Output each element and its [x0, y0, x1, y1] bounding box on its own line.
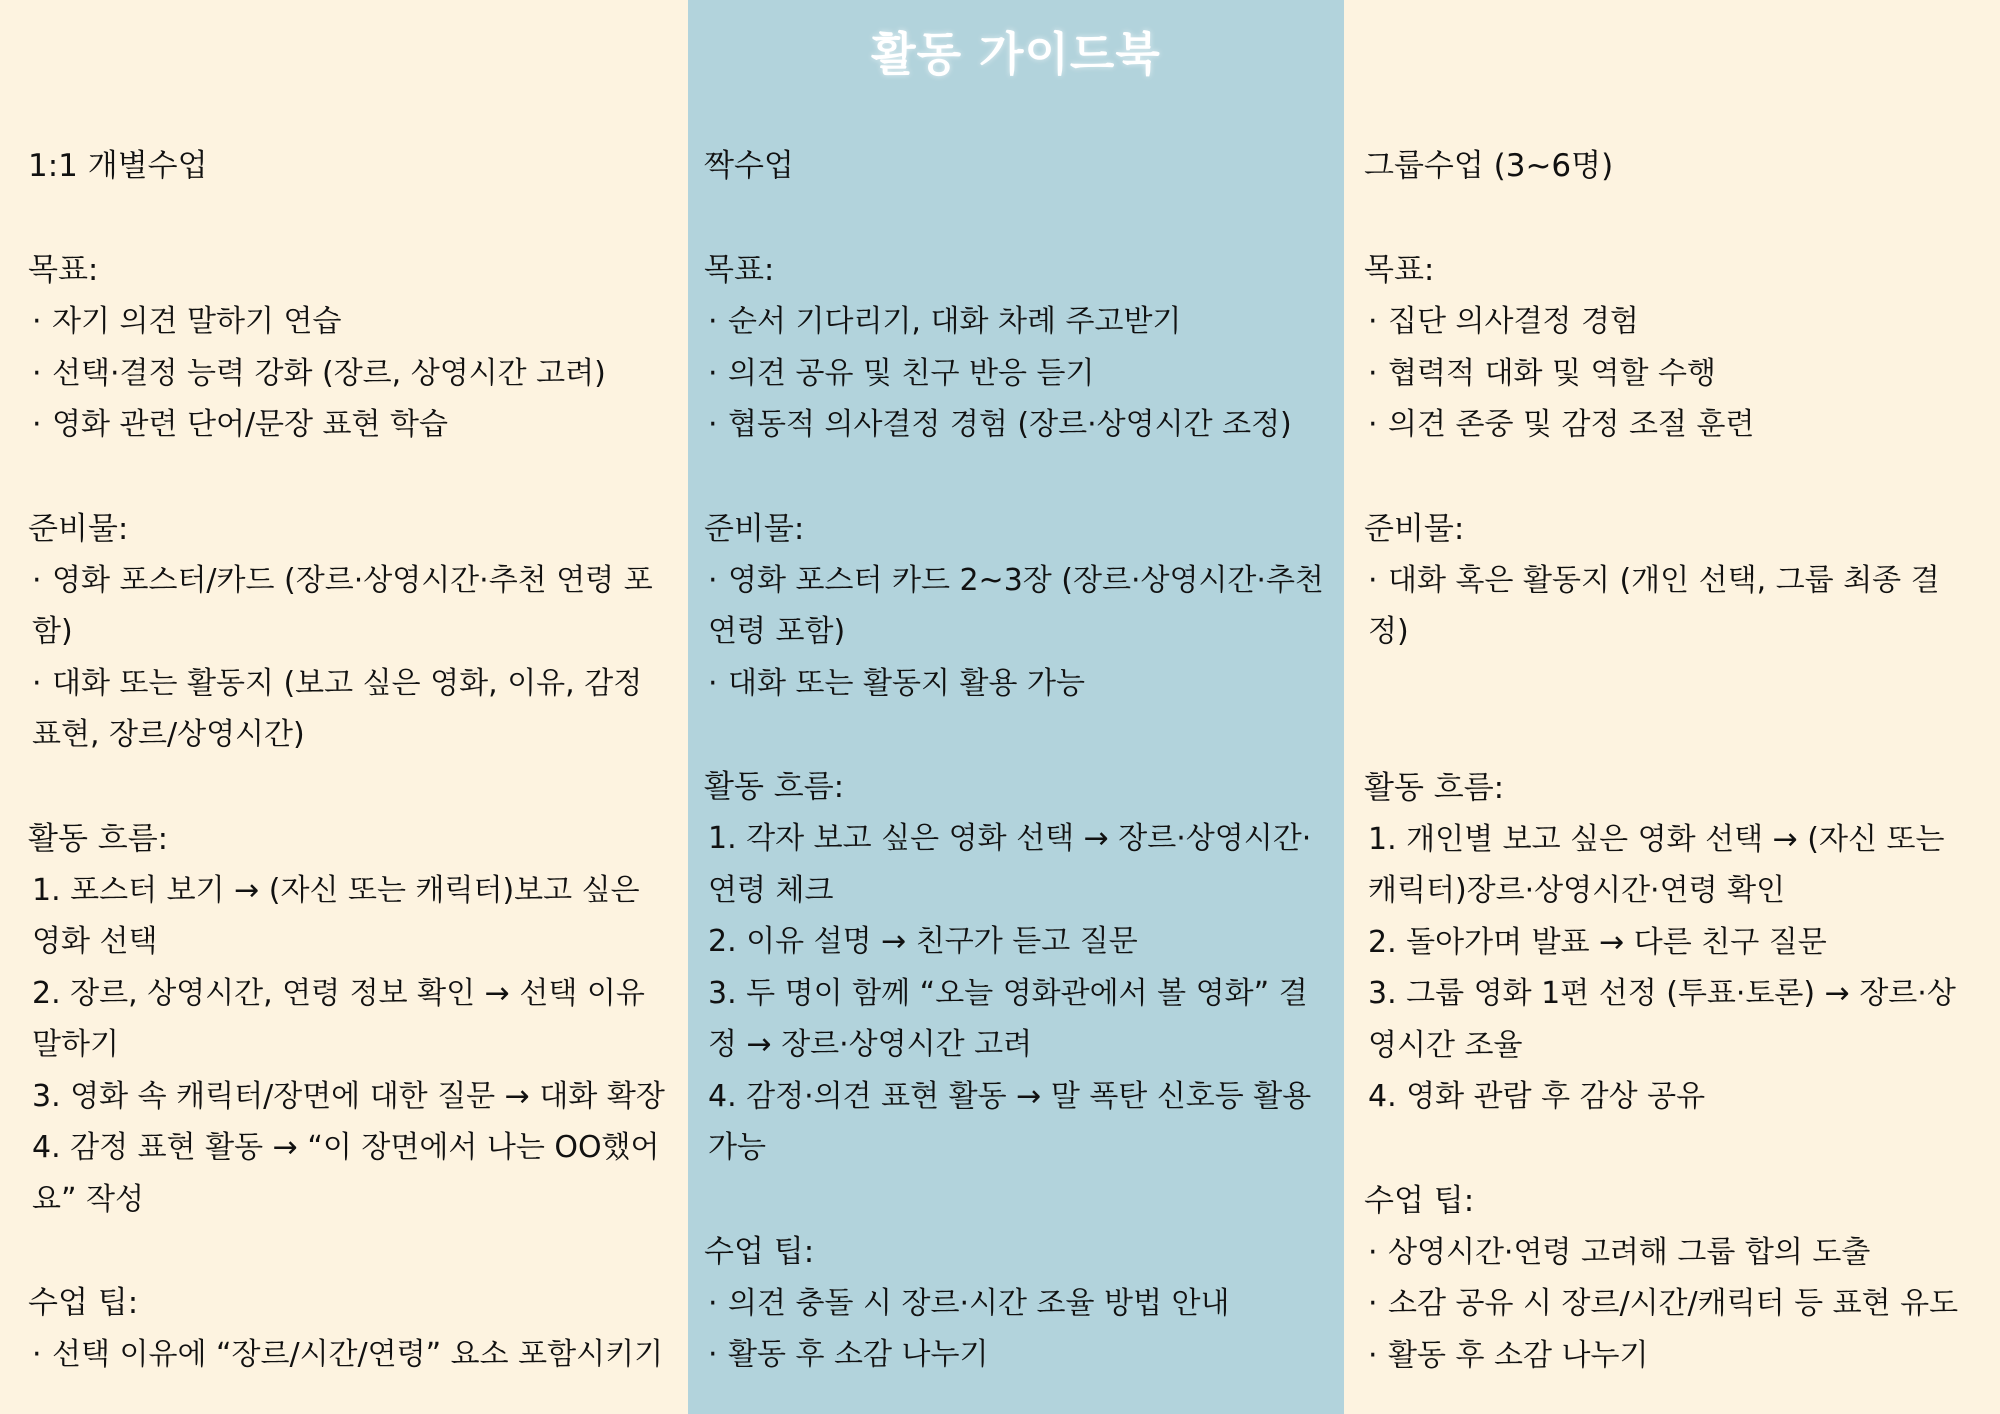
material-item: · 대화 또는 활동지 활용 가능 [708, 665, 1085, 701]
page-title: 활동 가이드북 [871, 27, 1161, 81]
tip-text: 의견 충돌 시 장르·시간 조율 방법 안내 [728, 1285, 1230, 1321]
tip-item: · 활동 후 소감 나누기 [708, 1337, 989, 1372]
flow-step: 2. 장르, 상영시간, 연령 정보 확인 → 선택 이유 말하기 [32, 975, 645, 1062]
goal-text: 의견 공유 및 친구 반응 듣기 [728, 355, 1095, 391]
flow-label: 활동 흐름: [1364, 769, 1505, 806]
tip-text: 활동 후 소감 나누기 [728, 1337, 989, 1372]
tips-label: 수업 팁: [1364, 1182, 1475, 1219]
tips-label: 수업 팁: [28, 1285, 139, 1321]
materials-label: 준비물: [1364, 510, 1465, 547]
flow-step: 4. 영화 관람 후 감상 공유 [1368, 1079, 1706, 1114]
goal-text: 집단 의사결정 경험 [1388, 304, 1639, 339]
tip-text: 소감 공유 시 장르/시간/캐릭터 등 표현 유도 [1388, 1286, 1959, 1321]
flow-step: 3. 두 명이 함께 “오늘 영화관에서 볼 영화” 결정 → 장르·상영시간 고려 [708, 975, 1308, 1062]
material-text: 대화 혹은 활동지 (개인 선택, 그룹 최종 결정) [1368, 562, 1940, 649]
material-text: 대화 또는 활동지 (보고 싶은 영화, 이유, 감정 표현, 장르/상영시간) [32, 665, 643, 752]
goal-text: 의견 존중 및 감정 조절 훈련 [1388, 407, 1755, 442]
goal-item: · 집단 의사결정 경험 [1368, 304, 1639, 339]
tip-item: · 소감 공유 시 장르/시간/캐릭터 등 표현 유도 [1368, 1286, 1959, 1321]
column-pair [688, 0, 1344, 1414]
materials-label: 준비물: [28, 510, 129, 547]
goal-item: · 협력적 대화 및 역할 수행 [1368, 355, 1716, 391]
goal-item: · 자기 의견 말하기 연습 [32, 304, 342, 339]
flow-step: 1. 각자 보고 싶은 영화 선택 → 장르·상영시간·연령 체크 [708, 821, 1312, 908]
column-heading: 짝수업 [704, 148, 794, 184]
flow-step: 3. 그룹 영화 1편 선정 (투표·토론) → 장르·상영시간 조율 [1368, 976, 1956, 1063]
goals-label: 목표: [704, 252, 775, 288]
flow-step: 1. 포스터 보기 → (자신 또는 캐릭터)보고 싶은 영화 선택 [32, 872, 640, 959]
goal-item: · 협동적 의사결정 경험 (장르·상영시간 조정) [708, 407, 1292, 442]
goals-label: 목표: [28, 252, 99, 288]
goal-item: · 의견 존중 및 감정 조절 훈련 [1368, 407, 1755, 442]
goal-text: 자기 의견 말하기 연습 [52, 304, 342, 339]
column-heading: 그룹수업 (3~6명) [1364, 148, 1614, 184]
goal-text: 순서 기다리기, 대화 차례 주고받기 [728, 304, 1182, 339]
goal-text: 협력적 대화 및 역할 수행 [1388, 355, 1716, 391]
material-item: · 대화 또는 활동지 (보고 싶은 영화, 이유, 감정 표현, 장르/상영시간) [32, 665, 643, 752]
goal-text: 영화 관련 단어/문장 표현 학습 [52, 407, 449, 442]
material-item: · 영화 포스터/카드 (장르·상영시간·추천 연령 포함) [32, 562, 653, 649]
flow-label: 활동 흐름: [28, 820, 169, 857]
flow-step: 1. 개인별 보고 싶은 영화 선택 → (자신 또는 캐릭터)장르·상영시간·연령 확인 [1368, 821, 1945, 908]
tip-item: · 선택 이유에 “장르/시간/연령” 요소 포함시키기 [32, 1337, 664, 1372]
flow-step: 2. 이유 설명 → 친구가 듣고 질문 [708, 924, 1138, 959]
flow-step: 4. 감정·의견 표현 활동 → 말 폭탄 신호등 활용 가능 [708, 1078, 1312, 1165]
tip-item: · 상영시간·연령 고려해 그룹 합의 도출 [1368, 1234, 1871, 1270]
flow-step: 4. 감정 표현 활동 → “이 장면에서 나는 OO했어요” 작성 [32, 1130, 660, 1217]
material-text: 영화 포스터 카드 2~3장 (장르·상영시간·추천 연령 포함) [708, 562, 1324, 649]
tips-label: 수업 팁: [704, 1233, 815, 1270]
tip-item: · 활동 후 소감 나누기 [1368, 1337, 1649, 1373]
column-heading: 1:1 개별수업 [28, 148, 208, 184]
tip-text: 활동 후 소감 나누기 [1388, 1337, 1649, 1373]
material-text: 대화 또는 활동지 활용 가능 [728, 665, 1085, 701]
material-text: 영화 포스터/카드 (장르·상영시간·추천 연령 포함) [32, 562, 653, 649]
goal-item: · 의견 공유 및 친구 반응 듣기 [708, 355, 1095, 391]
goal-item: · 영화 관련 단어/문장 표현 학습 [32, 407, 449, 442]
material-item: · 대화 혹은 활동지 (개인 선택, 그룹 최종 결정) [1368, 562, 1940, 649]
column-individual [0, 0, 688, 1414]
goal-text: 협동적 의사결정 경험 (장르·상영시간 조정) [728, 407, 1292, 442]
goal-item: · 선택·결정 능력 강화 (장르, 상영시간 고려) [32, 355, 606, 391]
goal-text: 선택·결정 능력 강화 (장르, 상영시간 고려) [52, 355, 606, 391]
flow-label: 활동 흐름: [704, 769, 845, 805]
tip-text: 선택 이유에 “장르/시간/연령” 요소 포함시키기 [52, 1337, 664, 1372]
flow-step: 2. 돌아가며 발표 → 다른 친구 질문 [1368, 924, 1827, 960]
tip-item: · 의견 충돌 시 장르·시간 조율 방법 안내 [708, 1285, 1230, 1321]
materials-label: 준비물: [704, 510, 805, 547]
tip-text: 상영시간·연령 고려해 그룹 합의 도출 [1388, 1234, 1871, 1270]
goal-item: · 순서 기다리기, 대화 차례 주고받기 [708, 304, 1182, 339]
material-item: · 영화 포스터 카드 2~3장 (장르·상영시간·추천 연령 포함) [708, 562, 1324, 649]
column-group [1344, 0, 2000, 1414]
flow-step: 3. 영화 속 캐릭터/장면에 대한 질문 → 대화 확장 [32, 1078, 665, 1114]
goals-label: 목표: [1364, 252, 1435, 288]
